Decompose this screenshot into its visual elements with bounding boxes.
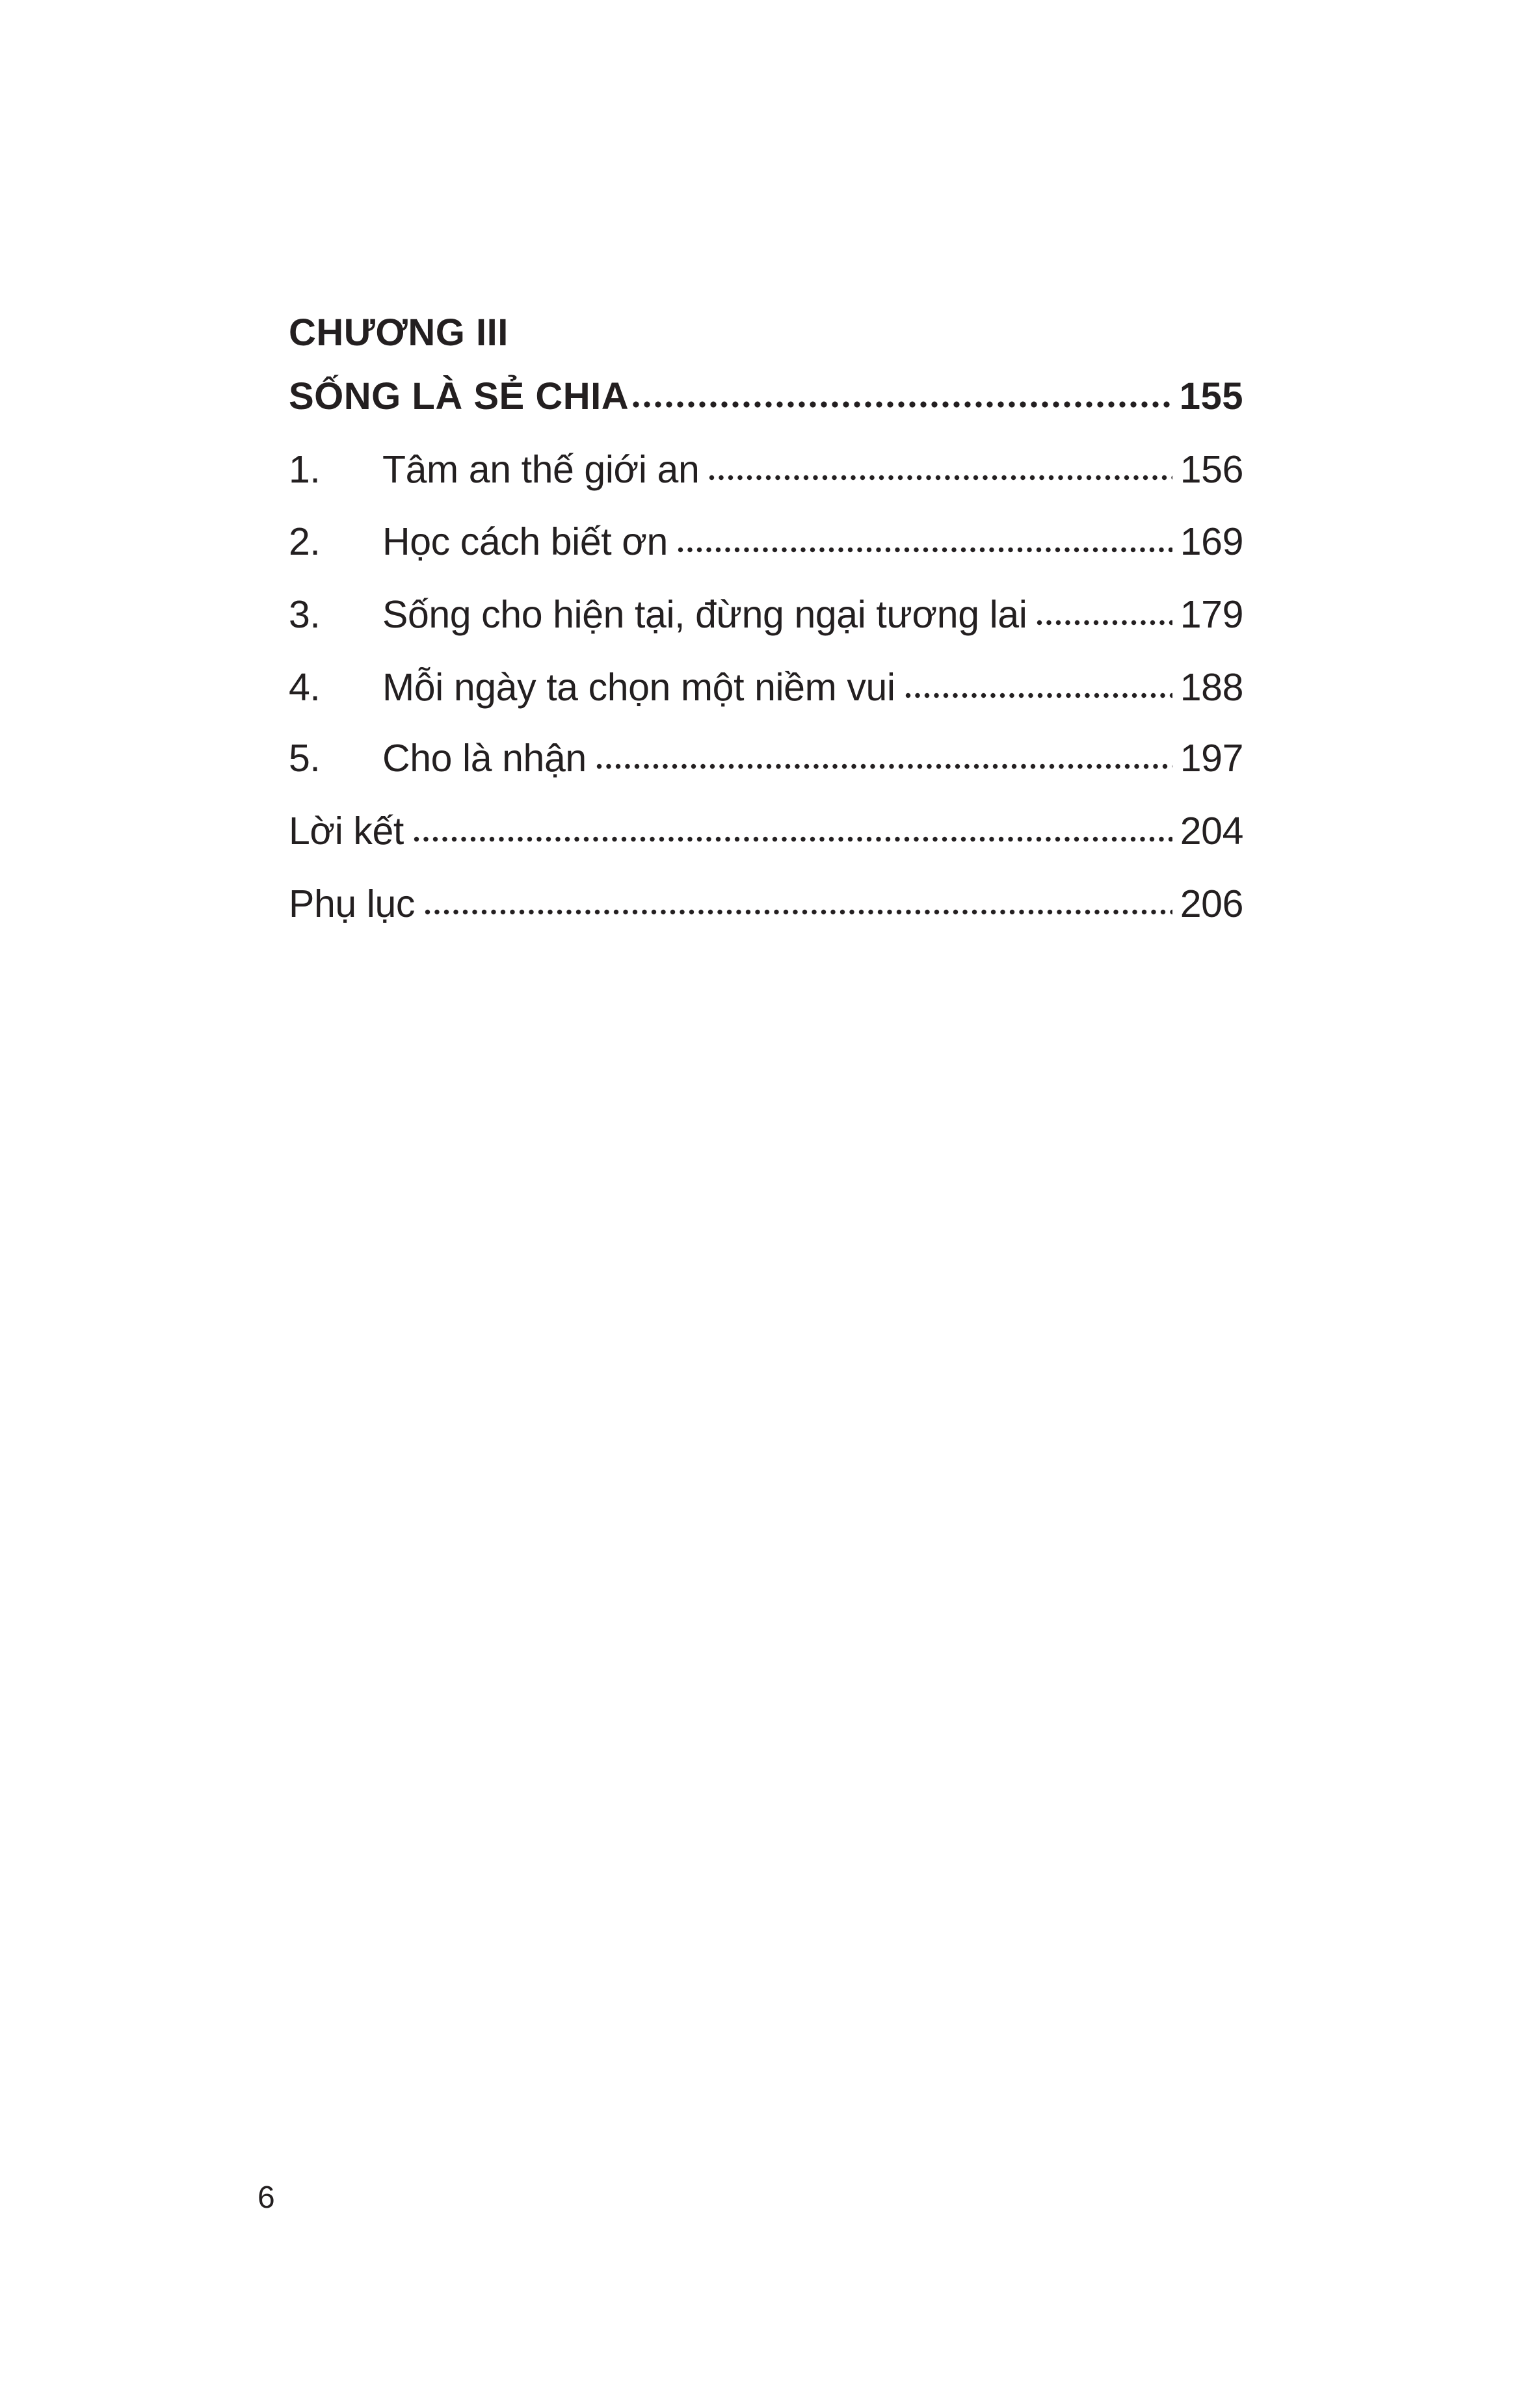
entry-page-number: 204	[1180, 810, 1243, 853]
dot-leader	[414, 808, 1172, 854]
toc-chapter-row	[289, 373, 1243, 420]
entry-title: Lời kết	[289, 810, 404, 853]
dot-leader	[905, 664, 1172, 711]
entry-title: Mỗi ngày ta chọn một niềm vui	[382, 666, 895, 709]
toc-entry	[289, 446, 1243, 493]
toc-entry	[289, 735, 1243, 782]
toc-entry	[289, 664, 1243, 711]
dot-leader	[596, 735, 1172, 782]
entry-title: Cho là nhận	[382, 737, 587, 780]
dot-leader	[425, 880, 1172, 927]
dot-leader	[633, 373, 1171, 420]
entry-number: 5.	[289, 737, 321, 780]
entry-title: Sống cho hiện tại, đừng ngại tương lai	[382, 593, 1027, 636]
chapter-label: CHƯƠNG III	[289, 311, 509, 354]
entry-page-number: 188	[1180, 666, 1243, 709]
dot-leader	[709, 446, 1172, 493]
entry-page-number: 197	[1180, 737, 1243, 780]
toc-entry	[289, 880, 1243, 927]
entry-number: 2.	[289, 520, 321, 563]
toc-entry	[289, 518, 1243, 565]
entry-page-number: 179	[1180, 593, 1243, 636]
dot-leader	[678, 518, 1172, 565]
entry-page-number: 206	[1180, 882, 1243, 925]
page-folio: 6	[258, 2180, 275, 2215]
entry-title: Học cách biết ơn	[382, 520, 668, 563]
toc-entry	[289, 808, 1243, 854]
dot-leader	[1037, 591, 1172, 638]
chapter-page-number: 155	[1179, 375, 1243, 417]
entry-number: 4.	[289, 666, 321, 709]
toc-entry	[289, 591, 1243, 638]
chapter-title: SỐNG LÀ SẺ CHIA	[289, 375, 629, 417]
entry-title: Tâm an thế giới an	[382, 448, 700, 491]
entry-page-number: 156	[1180, 448, 1243, 491]
entry-number: 3.	[289, 593, 321, 636]
entry-page-number: 169	[1180, 520, 1243, 563]
entry-number: 1.	[289, 448, 321, 491]
entry-title: Phụ lục	[289, 882, 415, 925]
